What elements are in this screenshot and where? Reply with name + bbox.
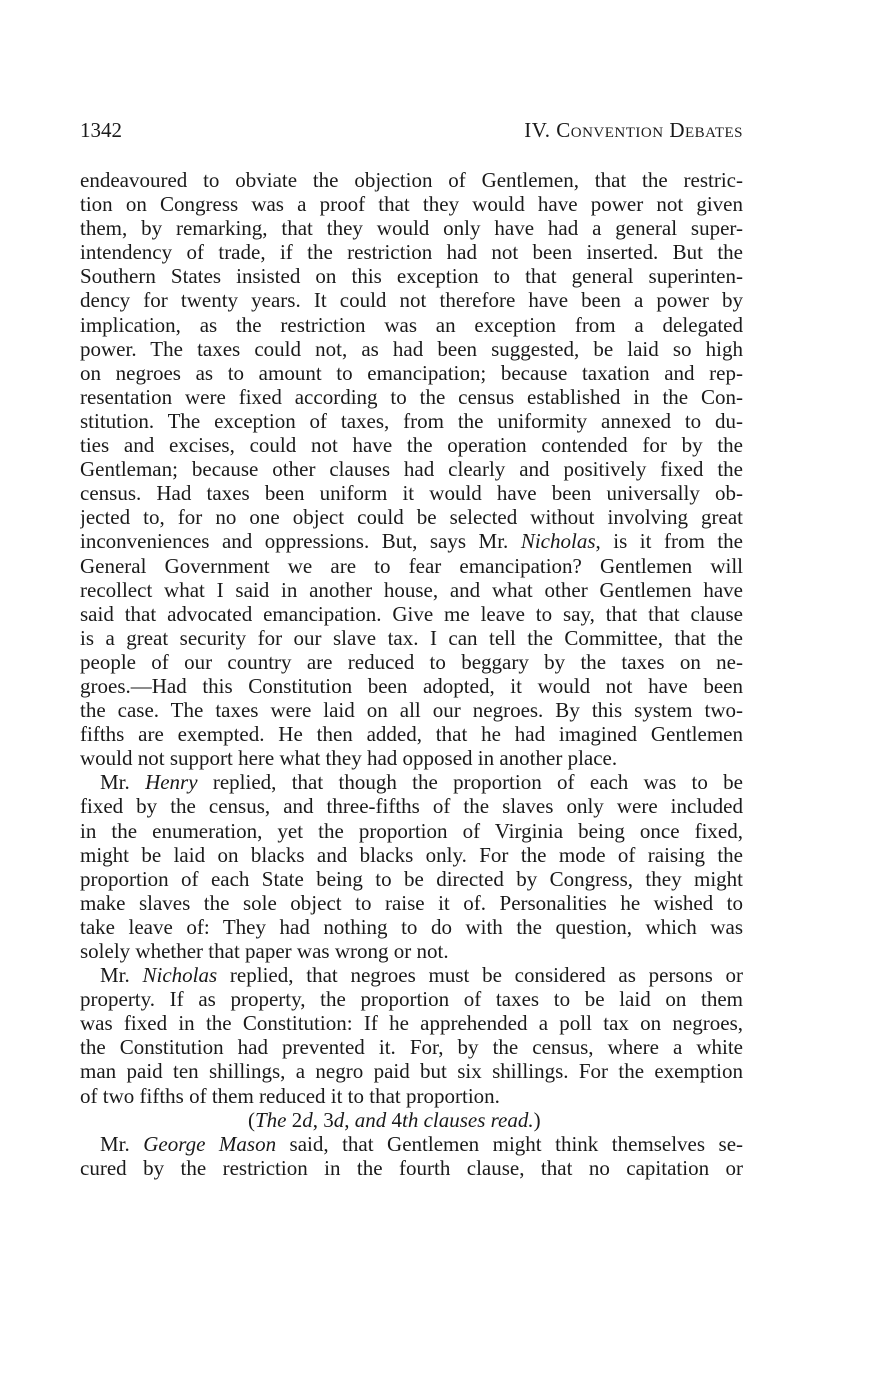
text-line: recollect what I said in another house, and what other Gentlemen have bbox=[80, 577, 743, 602]
text-line: Gentleman; because other clauses had clearly and positively fixed the bbox=[80, 457, 743, 482]
speaker-name: Henry bbox=[145, 770, 198, 795]
text-line: dency for twenty years. It could not therefore have been a power by bbox=[80, 288, 743, 313]
text-line: cured by the restriction in the fourth clause, that no capitation or bbox=[80, 1155, 743, 1180]
text-line: of two fifths of them reduced it to that proportion. bbox=[80, 1083, 500, 1108]
text-line: tion on Congress was a proof that they would have power not given bbox=[80, 192, 743, 217]
text-line: fifths are exempted. He then added, that he had imagined Gentlemen bbox=[80, 722, 743, 747]
text-line: was fixed in the Constitution: If he apprehended a poll tax on negroes, bbox=[80, 1011, 743, 1036]
text-line: take leave of: They had nothing to do with the question, which was bbox=[80, 914, 743, 939]
speaker-name: Nicholas bbox=[142, 963, 218, 988]
text-line: the case. The taxes were laid on all our negroes. By this system two- bbox=[80, 698, 743, 723]
text-line: on negroes as to amount to emancipation; because taxation and rep- bbox=[80, 360, 743, 385]
speaker-name: George Mason bbox=[143, 1131, 277, 1156]
text-line: ties and excises, could not have the operation contended for by the bbox=[80, 433, 743, 458]
text-line: intendency of trade, if the restriction had not been inserted. But the bbox=[80, 240, 743, 265]
text-line: people of our country are reduced to beggary by the taxes on ne- bbox=[80, 649, 743, 674]
running-head: IV. Convention Debates bbox=[524, 118, 743, 142]
body-text bbox=[80, 168, 743, 1180]
text-line: man paid ten shillings, a negro paid but six shillings. For the exemption bbox=[80, 1059, 743, 1084]
page-header bbox=[80, 118, 743, 148]
text-line: power. The taxes could not, as had been suggested, be laid so high bbox=[80, 336, 743, 361]
text-line: would not support here what they had opposed in another place. bbox=[80, 746, 618, 771]
speaker-name: Nicholas bbox=[520, 529, 596, 554]
text-line: implication, as the restriction was an exception from a delegated bbox=[80, 312, 743, 337]
text-line: might be laid on blacks and blacks only. For the mode of raising the bbox=[80, 842, 743, 867]
text-line: endeavoured to obviate the objection of Gentlemen, that the restric- bbox=[80, 168, 743, 192]
text-line: proportion of each State being to be directed by Congress, they might bbox=[80, 866, 743, 891]
text-line: groes.—Had this Constitution been adopted, it would not have been bbox=[80, 673, 743, 698]
text-line: stitution. The exception of taxes, from the uniformity annexed to du- bbox=[80, 408, 743, 433]
text-line: Southern States insisted on this exception to that general superinten- bbox=[80, 264, 743, 289]
text-line: General Government we are to fear emancipation? Gentlemen will bbox=[80, 553, 743, 578]
text-line: property. If as property, the proportion of taxes to be laid on them bbox=[80, 987, 743, 1012]
text-line: in the enumeration, yet the proportion of Virginia being once fixed, bbox=[80, 818, 743, 843]
text-line: inconveniences and oppressions. But, says Mr. Nicholas, is it from the bbox=[80, 529, 743, 554]
text-line: make slaves the sole object to raise it of. Personalities he wished to bbox=[80, 890, 743, 915]
text-line: fixed by the census, and three-fifths of the slaves only were included bbox=[80, 794, 743, 819]
text-line: is a great security for our slave tax. I can tell the Committee, that the bbox=[80, 625, 743, 650]
text-line: jected to, for no one object could be selected without involving great bbox=[80, 505, 743, 530]
page-number: 1342 bbox=[80, 118, 122, 142]
text-line: Mr. George Mason said, that Gentlemen might think themselves se- bbox=[100, 1131, 743, 1156]
text-line: resentation were fixed according to the census established in the Con- bbox=[80, 384, 743, 409]
text-line: the Constitution had prevented it. For, by the census, where a white bbox=[80, 1035, 743, 1060]
text-line: said that advocated emancipation. Give me leave to say, that that clause bbox=[80, 601, 743, 626]
text-line: them, by remarking, that they would only have had a general super- bbox=[80, 216, 743, 241]
text-line: Mr. Nicholas replied, that negroes must be considered as persons or bbox=[100, 963, 743, 988]
text-line: Mr. Henry replied, that though the proportion of each was to be bbox=[100, 770, 743, 795]
text-line: solely whether that paper was wrong or not. bbox=[80, 939, 449, 963]
stage-direction: (The 2d, 3d, and 4th clauses read.) bbox=[248, 1107, 541, 1132]
text-line: census. Had taxes been uniform it would have been universally ob- bbox=[80, 481, 743, 506]
